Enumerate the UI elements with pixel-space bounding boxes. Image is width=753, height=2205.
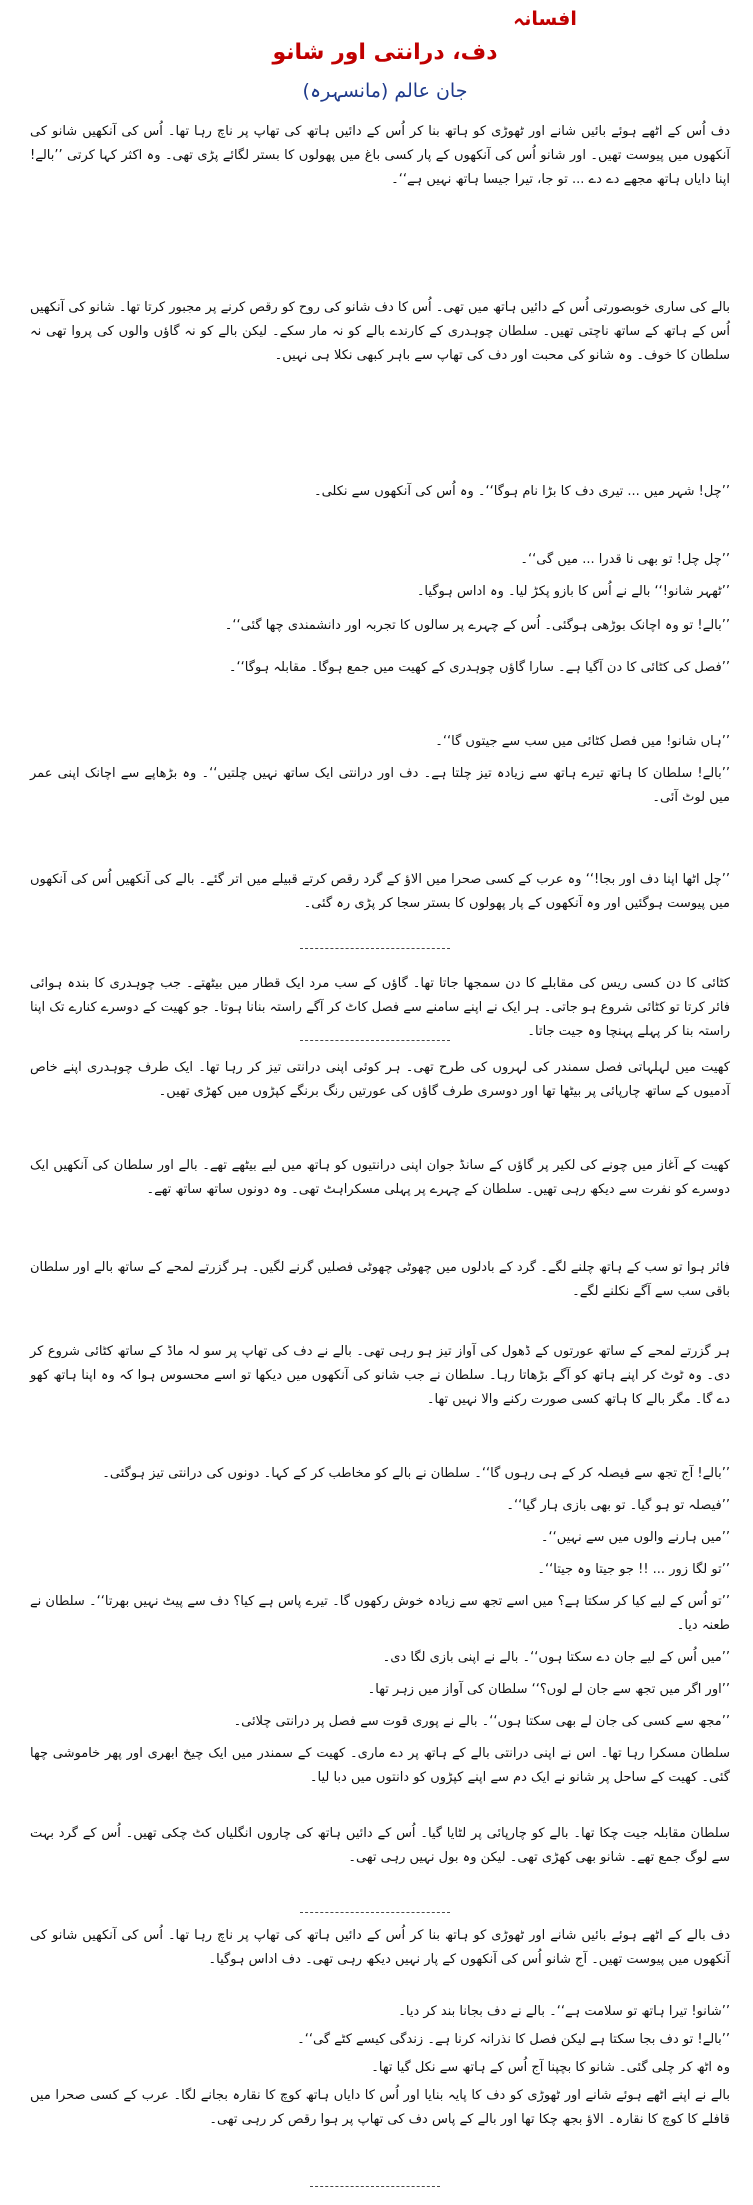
dialogue-8: ’’چل اٹھا اپنا دف اور بجا!‘‘ وہ عرب کے کسی صحرا میں الاؤ کے گرد رقص کرتے قبیلے میں اتر گئے۔ بالے کی آنکھیں اُس کی آنکھوں میں پیوست ہوگئیں اور وہ آنکھوں کے پار پھولوں کا بستر سجا کر پڑی رہ گئی۔ [30,872,730,911]
paragraph-4: کھیت میں لہلہاتی فصل سمندر کی لہروں کی طرح تھی۔ ہر کوئی اپنی درانتی تیز کر رہا تھا۔ ایک طرف چوہدری اپنے خاص آدمیوں کے ساتھ چارپائی پر بیٹھا تھا اور دوسری طرف گاؤں کی عورتیں رنگ برنگے کپڑوں میں کھڑی تھیں۔ [30,1060,730,1099]
paragraph-2: بالے کی ساری خوبصورتی اُس کے دائیں ہاتھ میں تھی۔ اُس کا دف شانو کی روح کو رقص کرنے پر مجبور کرتا تھا۔ شانو کی آنکھیں اُس کے ہاتھ کے ساتھ ناچتی تھیں۔ سلطان چوہدری کے کارندے بالے کو نہ مار سکے۔ لیکن بالے کو نہ گاؤں والوں کی پروا تھی نہ سلطان کا خوف۔ وہ شانو کی محبت اور دف کی تھاپ سے باہر کبھی نکلا ہی نہیں۔ [30,300,730,363]
dialogue-13: ’’تو اُس کے لیے کیا کر سکتا ہے؟ میں اسے تجھ سے زیادہ خوش رکھوں گا۔ تیرے پاس ہے کیا؟ دف سے پیٹ نہیں بھرتا‘‘۔ سلطان نے طعنہ دیا۔ [30,1594,730,1633]
dialogue-7: ’’بالے! سلطان کا ہاتھ تیرے ہاتھ سے زیادہ تیز چلتا ہے۔ دف اور درانتی ایک ساتھ نہیں چلتیں‘‘۔ وہ بڑھاپے سے اچانک اپنی عمر میں لوٹ آئی۔ [30,766,730,805]
paragraph-1: دف اُس کے اٹھے ہوئے بائیں شانے اور ٹھوڑی کو ہاتھ بنا کر اُس کے دائیں ہاتھ کی تھاپ پر ناچ رہا تھا۔ اُس کی آنکھیں شانو کی آنکھوں میں پیوست تھیں۔ اور شانو اُس کی آنکھوں کے پار کسی باغ میں پھولوں کا بستر لگائے پڑی تھی۔ وہ اکثر کہا کرتی ’’بالے! اپنا دایاں ہاتھ مجھے دے دے ... تو جا، تیرا جیسا ہاتھ نہیں ہے‘‘۔ [30,124,730,187]
dialogue-3: ’’ٹھہر شانو!‘‘ بالے نے اُس کا بازو پکڑ لیا۔ وہ اداس ہوگیا۔ [416,584,730,599]
dialogue-15: ’’اور اگر میں تجھ سے جان لے لوں؟‘‘ سلطان کی آواز میں زہر تھا۔ [367,1682,730,1697]
dialogue-17: ’’شانو! تیرا ہاتھ تو سلامت ہے‘‘۔ بالے نے دف بجانا بند کر دیا۔ [398,2004,730,2019]
dialogue-4: ’’بالے! تو وہ اچانک بوڑھی ہوگئی۔ اُس کے چہرے پر سالوں کا تجربہ اور دانشمندی چھا گئی‘‘۔ [224,618,730,633]
dialogue-10: ’’فیصلہ تو ہو گیا۔ تو بھی بازی ہار گیا‘‘۔ [506,1498,730,1513]
paragraph-3: کٹائی کا دن کسی ریس کی مقابلے کا دن سمجھا جاتا تھا۔ گاؤں کے سب مرد ایک قطار میں بیٹھتے۔ جب چوہدری کا بندہ ہوائی فائر کرتا تو کٹائی شروع ہو جاتی۔ ہر ایک نے اپنے سامنے سے فصل کاٹ کر آگے راستہ بنانا ہوتا۔ جو کھیت کے دوسرے کنارے تک اپنا راستہ بنا کر پہلے پہنچا وہ جیت جاتا۔ [30,976,730,1039]
paragraph-12: بالے نے اپنے اٹھے ہوئے شانے اور ٹھوڑی کو دف کا پایہ بنایا اور اُس کا دایاں ہاتھ کوچ کا نقارہ بجانے لگا۔ عرب کے کسی صحرا میں قافلے کا کوچ کا نقارہ۔ الاؤ بجھ چکا تھا اور بالے کے پاس دف کی تھاپ پر ہوا رقص کر رہی تھی۔ [30,2088,730,2127]
dialogue-6: ’’ہاں شانو! میں فصل کٹائی میں سب سے جیتوں گا‘‘۔ [435,734,730,749]
paragraph-9: سلطان مقابلہ جیت چکا تھا۔ بالے کو چارپائی پر لٹایا گیا۔ اُس کے دائیں ہاتھ کی چاروں انگلیاں کٹ چکی تھیں۔ اُس کے گرد بہت سے لوگ جمع تھے۔ شانو بھی کھڑی تھی۔ لیکن وہ بول نہیں رہی تھی۔ [30,1826,730,1865]
dialogue-9: ’’بالے! آج تجھ سے فیصلہ کر کے ہی رہوں گا‘‘۔ سلطان نے بالے کو مخاطب کر کے کہا۔ دونوں کی درانتی تیز ہوگئی۔ [102,1466,730,1481]
paragraph-7: ہر گزرتے لمحے کے ساتھ عورتوں کے ڈھول کی آواز تیز ہو رہی تھی۔ بالے نے دف کی تھاپ پر سو لہ ماڈ کے ساتھ کٹائی شروع کر دی۔ وہ ٹوٹ کر اپنے ہاتھ کو آگے بڑھاتا رہا۔ سلطان نے جب شانو کی آنکھوں میں دیکھا تو اسے محسوس ہوا کہ وہ اپنا ہاتھ کھو دے گا۔ مگر بالے کا ہاتھ کسی صورت رکنے والا نہیں تھا۔ [30,1344,730,1407]
story-title: دف، درانتی اور شانو [272,40,498,65]
section-divider-2 [300,1040,450,1041]
dialogue-2: ’’چل چل! تو بھی نا قدرا ... میں گی‘‘۔ [520,552,730,567]
genre-label: افسانہ [513,8,577,30]
dialogue-1: ’’چل! شہر میں ... تیری دف کا بڑا نام ہوگا‘‘۔ وہ اُس کی آنکھوں سے نکلی۔ [313,484,730,499]
dialogue-14: ’’میں اُس کے لیے جان دے سکتا ہوں‘‘۔ بالے نے اپنی بازی لگا دی۔ [382,1650,730,1665]
paragraph-6: فائر ہوا تو سب کے ہاتھ چلنے لگے۔ گرد کے بادلوں میں چھوٹی چھوٹی فصلیں گرنے لگیں۔ ہر گزرتے لمحے کے ساتھ بالے اور سلطان باقی سب سے آگے نکلنے لگے۔ [30,1260,730,1299]
author-byline: جان عالم (مانسہرہ) [302,80,468,102]
dialogue-11: ’’میں ہارنے والوں میں سے نہیں‘‘۔ [540,1530,730,1545]
paragraph-5: کھیت کے آغاز میں چونے کی لکیر پر گاؤں کے سانڈ جوان اپنی درانتیوں کو ہاتھ میں لیے بیٹھے تھے۔ بالے اور سلطان کی آنکھیں ایک دوسرے کو نفرت سے دیکھ رہی تھیں۔ سلطان کے چہرے پر پہلی مسکراہٹ تھی۔ وہ دونوں ساتھ ساتھ تھے۔ [30,1158,730,1197]
dialogue-12: ’’تو لگا زور ... !! جو جیتا وہ جیتا‘‘۔ [537,1562,730,1577]
paragraph-8: سلطان مسکرا رہا تھا۔ اس نے اپنی درانتی بالے کے ہاتھ پر دے ماری۔ کھیت کے سمندر میں ایک چیخ ابھری اور پھر خاموشی چھا گئی۔ کھیت کے ساحل پر شانو نے ایک دم سے اپنے کپڑوں کو دانتوں میں دبا لیا۔ [30,1746,730,1785]
paragraph-11: وہ اٹھ کر چلی گئی۔ شانو کا بچپنا آج اُس کے ہاتھ سے نکل گیا تھا۔ [371,2060,730,2075]
dialogue-5: ’’فصل کی کٹائی کا دن آگیا ہے۔ سارا گاؤں چوہدری کے کھیت میں جمع ہوگا۔ مقابلہ ہوگا‘‘۔ [228,660,730,675]
section-divider-1 [300,948,450,949]
dialogue-16: ’’مجھ سے کسی کی جان لے بھی سکتا ہوں‘‘۔ بالے نے پوری قوت سے فصل پر درانتی چلائی۔ [233,1714,730,1729]
end-divider [310,2186,440,2187]
paragraph-10: دف بالے کے اٹھے ہوئے بائیں شانے اور ٹھوڑی کو ہاتھ بنا کر اُس کے دائیں ہاتھ کی تھاپ پر ناچ رہا تھا۔ اُس کی آنکھیں شانو کی آنکھوں میں پیوست تھیں۔ آج شانو اُس کی آنکھوں کے پار نہیں دیکھ رہی تھی۔ دف اداس ہوگیا۔ [30,1928,730,1967]
section-divider-3 [300,1912,450,1913]
dialogue-18: ’’بالے! تو دف بجا سکتا ہے لیکن فصل کا نذرانہ کرنا ہے۔ زندگی کیسے کٹے گی‘‘۔ [297,2032,730,2047]
